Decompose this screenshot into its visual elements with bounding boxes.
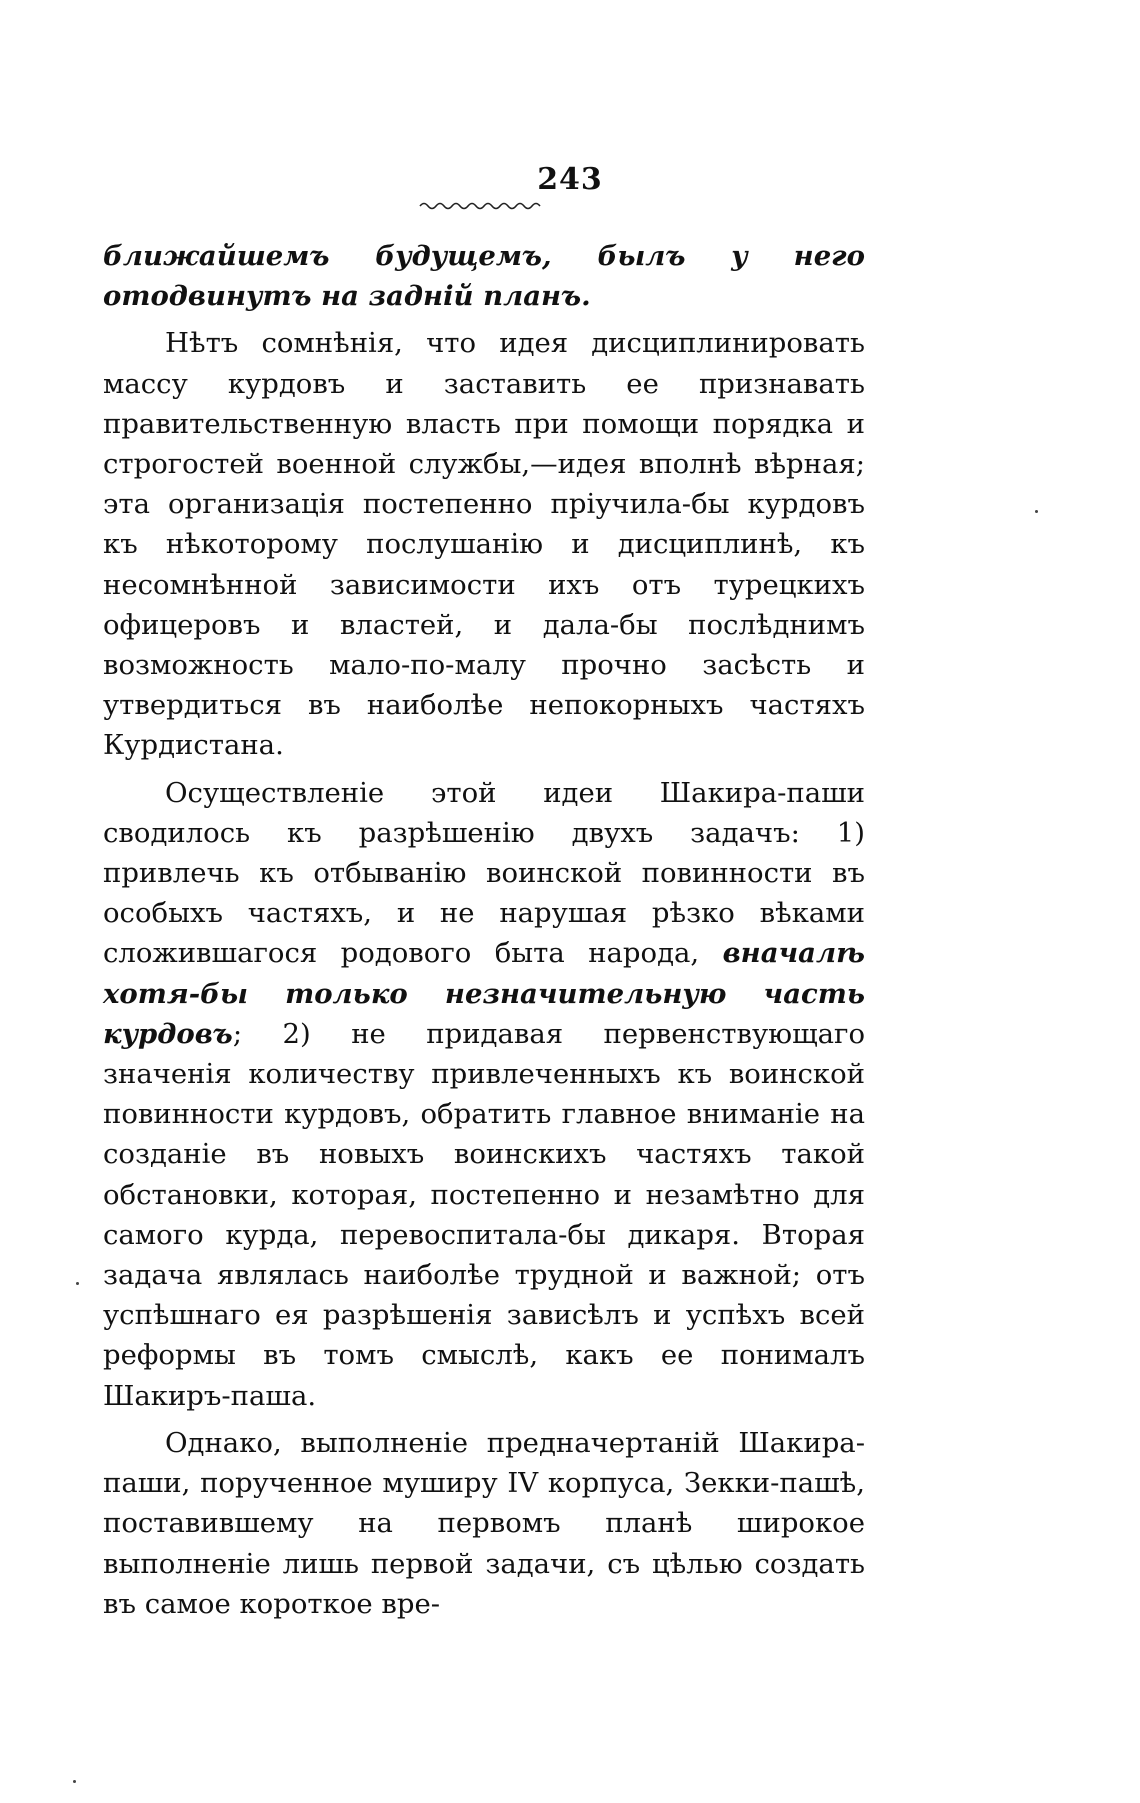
paragraph-2 bbox=[103, 773, 865, 1416]
paragraph-2-part-1: Осуществленіе этой идеи Шакира-паши сводилось къ разрѣшенію двухъ задачъ: 1) привлечь къ отбыванію воинской повинности въ особыхъ частяхъ, и не нарушая рѣзко вѣками сложившагося родового быта народа, bbox=[103, 776, 865, 970]
paragraph-2-part-2: ; 2) не придавая первенствующаго значенія количеству привлеченныхъ къ воинской повинности курдовъ, обратить главное вниманіе на созданіе въ новыхъ воинскихъ частяхъ такой обстановки, которая, постепенно и незамѣтно для самого курда, перевоспитала-бы дикаря. Вторая задача являлась наиболѣе трудной и важной; отъ успѣшнаго ея разрѣшенія зависѣлъ и успѣхъ всей реформы въ томъ смыслѣ, какъ ее понималъ Шакиръ-паша. bbox=[103, 1017, 865, 1412]
page-number: 243 bbox=[537, 162, 603, 197]
body-text bbox=[103, 236, 865, 1624]
scan-speck bbox=[76, 1282, 79, 1285]
paragraph-1: Нѣтъ сомнѣнія, что идея дисциплинировать массу курдовъ и заставить ее признавать правительственную власть при помощи порядка и строгостей военной службы,—идея вполнѣ вѣрная; эта организація постепенно пріучила-бы курдовъ къ нѣкоторому послушанію и дисциплинѣ, къ несомнѣнной зависимости ихъ отъ турецкихъ офицеровъ и властей, и дала-бы послѣднимъ возможность мало-по-малу прочно засѣсть и утвердиться въ наиболѣе непокорныхъ частяхъ Курдистана. bbox=[103, 327, 865, 762]
italic-emphasis: вначалѣ хотя-бы только незначительную часть курдовъ bbox=[103, 937, 865, 1050]
italic-emphasis: ближайшемъ будущемъ, былъ у него отодвинутъ на задній планъ. bbox=[103, 240, 865, 313]
paragraph-3: Однако, выполненіе предначертаній Шакира-паши, порученное муширу IV корпуса, Зекки-пашѣ, поставившему на первомъ планѣ широкое выполненіе лишь первой задачи, съ цѣлью создать въ самое короткое вре- bbox=[103, 1426, 865, 1620]
scan-speck bbox=[1035, 510, 1038, 513]
wavy-ornament-icon bbox=[418, 200, 546, 212]
scan-speck bbox=[73, 1780, 76, 1783]
paragraph-continuation bbox=[103, 236, 865, 316]
